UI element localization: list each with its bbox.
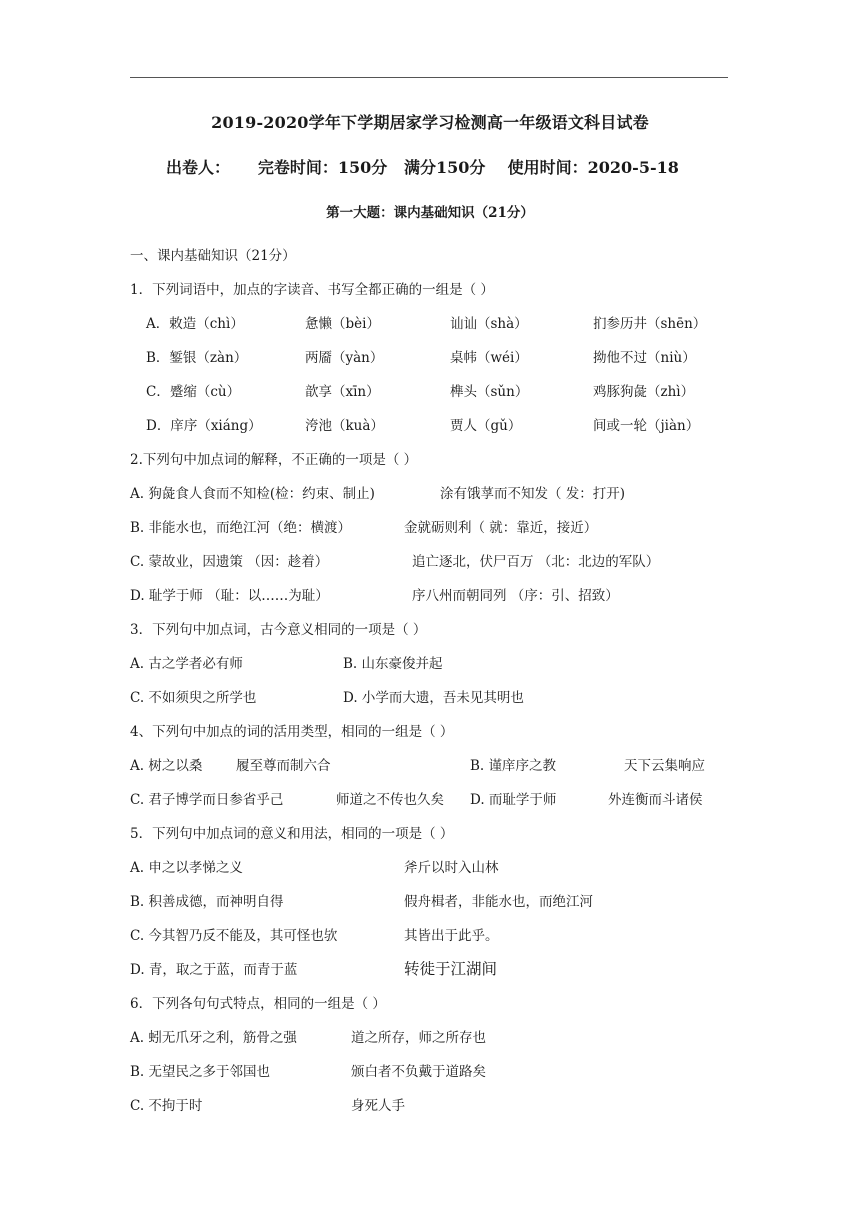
q2-option: B. 非能水也，而绝江河（绝：横渡） <box>130 520 352 536</box>
q5-option: 转徙于江湖间 <box>404 960 498 978</box>
q6-stem: 6．下列各句句式特点，相同的一组是（ ） <box>130 996 386 1012</box>
q5-option: D. 青，取之于蓝，而青于蓝 <box>130 962 298 978</box>
q4-option: 天下云集响应 <box>624 758 705 774</box>
header-rule <box>130 77 728 78</box>
q3-option: A. 古之学者必有师 <box>130 656 243 672</box>
q3-option: D. 小学而大遗，吾未见其明也 <box>343 690 524 706</box>
q3-option: B. 山东豪俊并起 <box>343 656 443 672</box>
q4-option: D. 而耻学于师 <box>470 792 557 808</box>
q6-option: A. 蚓无爪牙之利，筋骨之强 <box>130 1030 297 1046</box>
q1-option: 惫懒（bèi） <box>305 316 380 332</box>
q1-option: 洿池（kuà） <box>305 418 384 434</box>
q1-option: C．蹙缩（cù） <box>146 384 241 400</box>
q3-stem: 3．下列句中加点词，古今意义相同的一项是（ ） <box>130 622 427 638</box>
q1-option: 鸡豚狗彘（zhì） <box>593 384 695 400</box>
q6-option: C. 不拘于时 <box>130 1098 203 1114</box>
q2-option: A. 狗彘食人食而不知检(检：约束、制止) <box>130 486 375 502</box>
q5-option: B. 积善成德，而神明自得 <box>130 894 284 910</box>
q1-option: D．庠序（xiáng） <box>146 418 262 434</box>
q5-option: 假舟楫者，非能水也，而绝江河 <box>404 894 593 910</box>
q2-option: 涂有饿莩而不知发（ 发：打开) <box>440 486 626 502</box>
q4-option: 外连衡而斗诸侯 <box>608 792 703 808</box>
q2-option: 金就砺则利（ 就：靠近，接近） <box>404 520 598 536</box>
q4-option: 履至尊而制六合 <box>236 758 331 774</box>
exam-meta: 出卷人： 完卷时间：150分 满分150分 使用时间：2020-5-18 <box>166 158 679 177</box>
q1-option: 两靥（yàn） <box>305 350 384 366</box>
q6-option: B. 无望民之多于邻国也 <box>130 1064 271 1080</box>
q1-option: 讪讪（shà） <box>450 316 528 332</box>
q5-option: 斧斤以时入山林 <box>404 860 499 876</box>
q1-option: 间或一轮（jiàn） <box>593 418 700 434</box>
q2-option: 序八州而朝同列 （序：引、招致） <box>412 588 619 604</box>
q2-option: 追亡逐北，伏尸百万 （北：北边的军队） <box>412 554 660 570</box>
q5-option: C. 今其智乃反不能及，其可怪也欤 <box>130 928 338 944</box>
section-heading: 第一大题：课内基础知识（21分） <box>326 205 534 221</box>
q1-option: 榫头（sǔn） <box>450 384 529 400</box>
q1-option: 桌帏（wéi） <box>450 350 528 366</box>
q4-option: B. 谨庠序之教 <box>470 758 557 774</box>
q2-option: C. 蒙故业，因遗策 （因：趁着） <box>130 554 329 570</box>
q1-option: 贾人（gǔ） <box>450 418 522 434</box>
q5-stem: 5．下列句中加点词的意义和用法，相同的一项是（ ） <box>130 826 454 842</box>
q5-option: A. 申之以孝悌之义 <box>130 860 243 876</box>
section-subheading: 一、课内基础知识（21分） <box>130 248 296 264</box>
q4-option: 师道之不传也久矣 <box>336 792 444 808</box>
q1-option: 扪参历井（shēn） <box>593 316 707 332</box>
q1-option: A．敕造（chì） <box>146 316 244 332</box>
q6-option: 颁白者不负戴于道路矣 <box>351 1064 486 1080</box>
q5-option: 其皆出于此乎。 <box>404 928 499 944</box>
q3-option: C. 不如须臾之所学也 <box>130 690 257 706</box>
q4-stem: 4、下列句中加点的词的活用类型，相同的一组是（ ） <box>130 724 454 740</box>
q2-stem: 2.下列句中加点词的解释，不正确的一项是（ ） <box>130 452 418 468</box>
q1-option: 拗他不过（niù） <box>593 350 696 366</box>
q1-option: 歆享（xīn） <box>305 384 380 400</box>
q1-stem: 1．下列词语中，加点的字读音、书写全都正确的一组是（ ） <box>130 282 494 298</box>
q1-option: B．錾银（zàn） <box>146 350 248 366</box>
q4-option: A. 树之以桑 <box>130 758 203 774</box>
q4-option: C. 君子博学而日参省乎己 <box>130 792 284 808</box>
q6-option: 道之所存，师之所存也 <box>351 1030 486 1046</box>
exam-title: 2019-2020学年下学期居家学习检测高一年级语文科目试卷 <box>211 113 649 132</box>
q6-option: 身死人手 <box>351 1098 405 1114</box>
q2-option: D. 耻学于师 （耻：以……为耻） <box>130 588 329 604</box>
